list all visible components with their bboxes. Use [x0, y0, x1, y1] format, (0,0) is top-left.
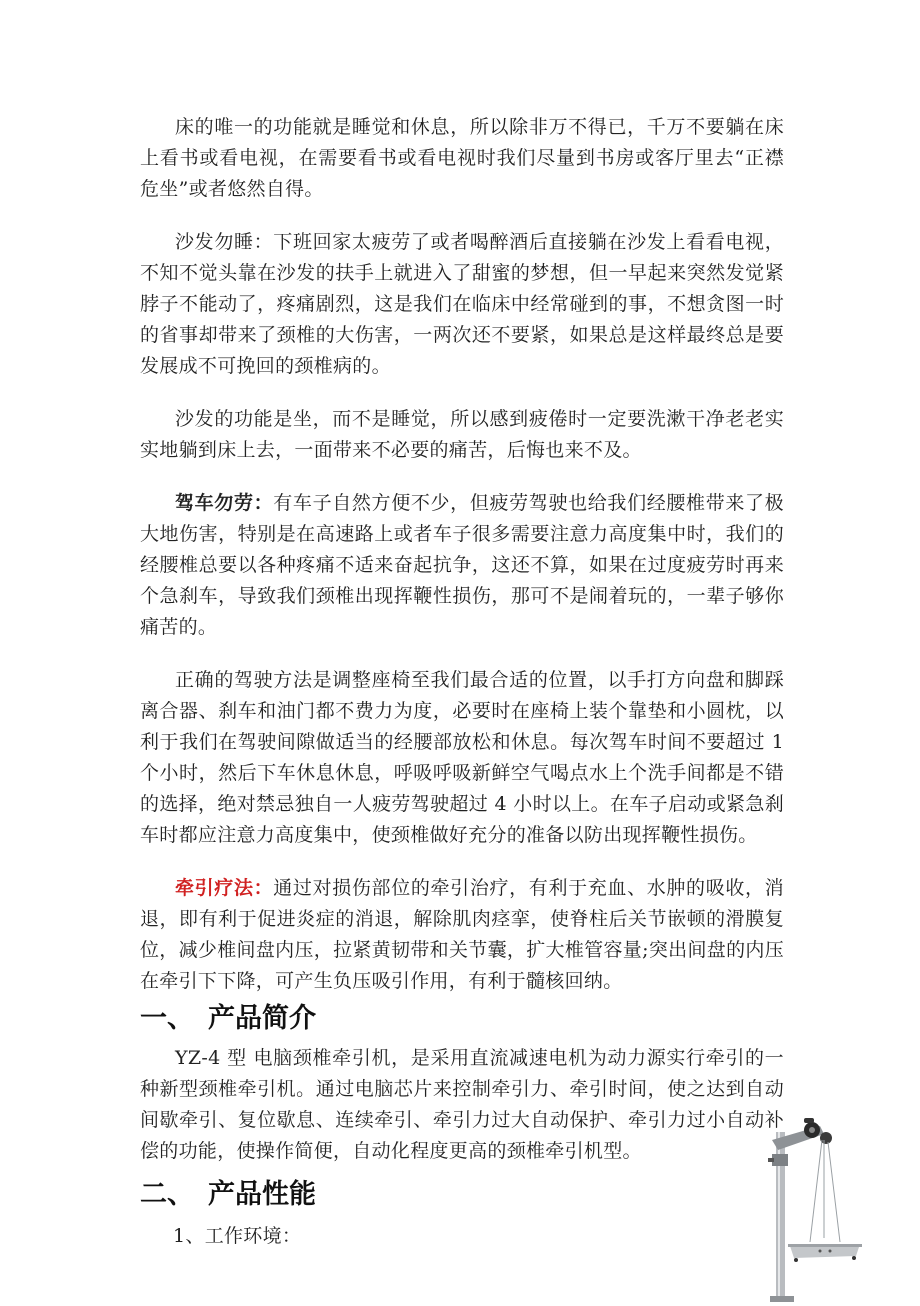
section-number: 二、	[140, 1179, 194, 1210]
section-title: 产品简介	[208, 1003, 316, 1034]
paragraph-driving-method: 正确的驾驶方法是调整座椅至我们最合适的位置，以手打方向盘和脚踩离合器、刹车和油门都不费力为度，必要时在座椅上装个靠垫和小圆枕，以利于我们在驾驶间隙做适当的经腰部放松和休息。每次驾车时间不要超过 1 个小时，然后下车休息休息，呼吸呼吸新鲜空气喝点水上个洗手间都是不错的选择，绝对禁忌独自一人疲劳驾驶超过 4 小时以上。在车子启动或紧急刹车时都应注意力高度集中，使颈椎做好充分的准备以防出现挥鞭性损伤。	[140, 669, 784, 846]
driving-lead: 驾车勿劳：	[175, 492, 274, 514]
paragraph-driving	[140, 488, 784, 643]
section-title: 产品性能	[208, 1179, 316, 1210]
section-number: 一、	[140, 1003, 194, 1034]
paragraph-sofa-function: 沙发的功能是坐，而不是睡觉，所以感到疲倦时一定要洗漱干净老老实实地躺到床上去，一面带来不必要的痛苦，后悔也来不及。	[140, 408, 784, 461]
traction-device-image	[760, 1110, 910, 1302]
section-heading-performance	[140, 1175, 784, 1215]
driving-body: 有车子自然方便不少，但疲劳驾驶也给我们经腰椎带来了极大地伤害，特别是在高速路上或者车子很多需要注意力高度集中时，我们的经腰椎总要以各种疼痛不适来奋起抗争，这还不算，如果在过度疲劳时再来个急刹车，导致我们颈椎出现挥鞭性损伤，那可不是闹着玩的，一辈子够你痛苦的。	[140, 492, 784, 638]
traction-lead: 牵引疗法：	[175, 877, 274, 899]
paragraph-traction	[140, 873, 784, 997]
traction-body: 通过对损伤部位的牵引治疗，有利于充血、水肿的吸收，消退，即有利于促进炎症的消退，解除肌肉痉挛，使脊柱后关节嵌顿的滑膜复位，减少椎间盘内压，拉紧黄韧带和关节囊，扩大椎管容量;突出间盘的内压在牵引下下降，可产生负压吸引作用，有利于髓核回纳。	[140, 877, 784, 992]
paragraph-sofa: 沙发勿睡：下班回家太疲劳了或者喝醉酒后直接躺在沙发上看看电视，不知不觉头靠在沙发的扶手上就进入了甜蜜的梦想，但一早起来突然发觉紧脖子不能动了，疼痛剧烈，这是我们在临床中经常碰到的事，不想贪图一时的省事却带来了颈椎的大伤害，一两次还不要紧，如果总是这样最终总是要发展成不可挽回的颈椎病的。	[140, 231, 784, 377]
paragraph-product-intro: YZ-4 型 电脑颈椎牵引机，是采用直流减速电机为动力源实行牵引的一种新型颈椎牵引机。通过电脑芯片来控制牵引力、牵引时间，使之达到自动间歇牵引、复位歇息、连续牵引、牵引力过大自动保护、牵引力过小自动补偿的功能，使操作简便，自动化程度更高的颈椎牵引机型。	[140, 1047, 784, 1162]
document-body	[140, 112, 784, 1252]
subheading-environment: 1、工作环境：	[173, 1225, 302, 1247]
paragraph-bed: 床的唯一的功能就是睡觉和休息，所以除非万不得已，千万不要躺在床上看书或看电视，在需要看书或看电视时我们尽量到书房或客厅里去“正襟危坐”或者悠然自得。	[140, 116, 784, 200]
section-heading-intro	[140, 999, 784, 1039]
